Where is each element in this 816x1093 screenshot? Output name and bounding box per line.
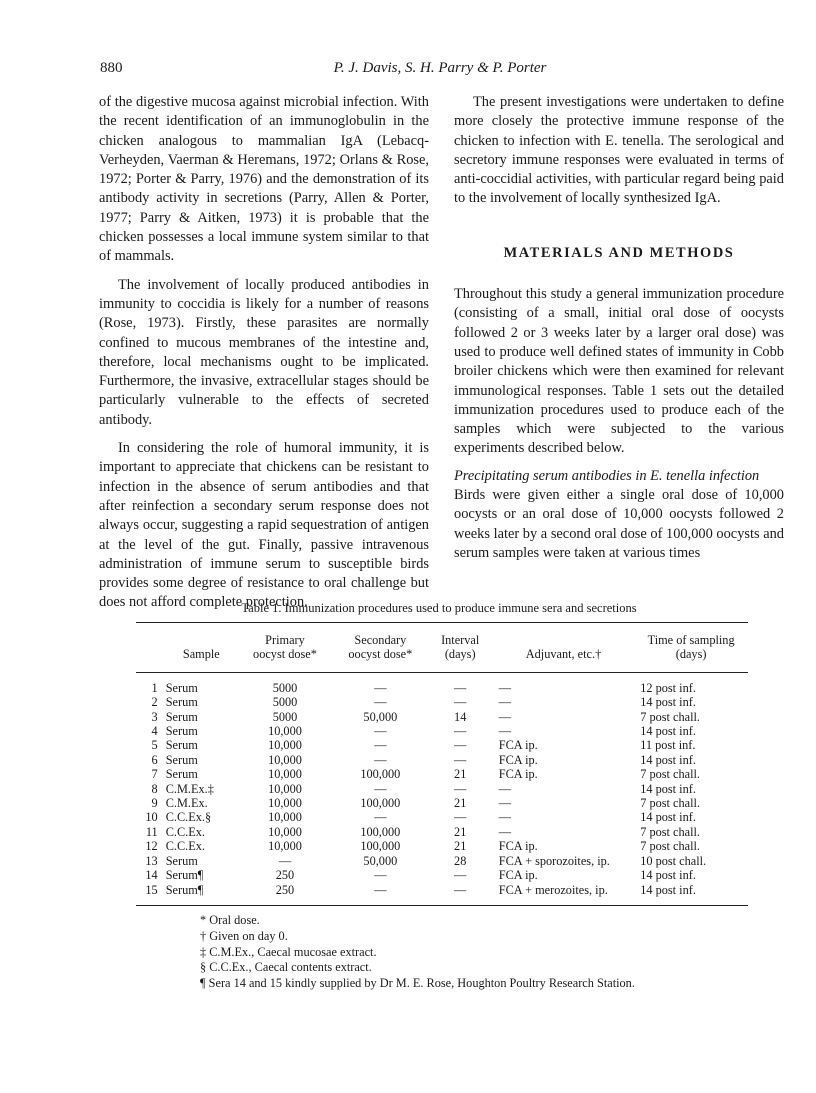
header-adjuvant: Adjuvant, etc.† — [525, 647, 602, 662]
table-row — [136, 782, 748, 796]
cell-time-of-sampling: 11 post inf. — [640, 738, 696, 753]
cell-sample: Serum¶ — [165, 882, 204, 897]
table-row — [136, 868, 748, 882]
table-row — [136, 767, 748, 781]
table-header-row — [136, 623, 748, 672]
cell-sample: Serum — [165, 695, 198, 710]
table-row — [136, 854, 748, 868]
cell-time-of-sampling: 14 post inf. — [640, 810, 696, 825]
header-sample: Sample — [182, 647, 220, 662]
row-number: 5 — [151, 738, 158, 753]
cell-time-of-sampling: 7 post chall. — [640, 796, 700, 811]
cell-sample: Serum — [165, 752, 198, 767]
cell-sample: Serum — [165, 767, 198, 782]
cell-time-of-sampling: 14 post inf. — [640, 882, 696, 897]
row-number: 4 — [151, 724, 158, 739]
cell-secondary-dose: — — [374, 882, 387, 897]
row-number: 1 — [151, 680, 158, 695]
cell-adjuvant: — — [498, 810, 512, 825]
row-number: 2 — [151, 695, 158, 710]
cell-time-of-sampling: 14 post inf. — [640, 752, 696, 767]
cell-time-of-sampling: 14 post inf. — [640, 724, 696, 739]
row-number: 13 — [145, 853, 158, 868]
cell-primary-dose: 5000 — [272, 709, 298, 724]
cell-secondary-dose: — — [374, 680, 387, 695]
row-number: 14 — [145, 868, 158, 883]
cell-adjuvant: — — [498, 709, 512, 724]
cell-primary-dose: 10,000 — [268, 781, 302, 796]
footnote: ¶ Sera 14 and 15 kindly supplied by Dr M. E. Rose, Houghton Poultry Research Station. — [200, 976, 635, 991]
paragraph-right-2: Throughout this study a general immunization procedure (consisting of a small, initial oral dose of oocysts followed 2 or 3 weeks later by a larger oral dose) was used to produce well defined states of immunity in Cobb broiler chickens which were then examined for relevant immunological responses. Table 1 sets out the detailed immunization procedures used to produce each of the samples which were subjected to the various experiments described below. — [454, 286, 784, 457]
row-number: 3 — [151, 709, 158, 724]
cell-adjuvant: FCA ip. — [498, 738, 538, 753]
cell-time-of-sampling: 7 post chall. — [640, 839, 700, 854]
cell-interval: — — [454, 724, 467, 739]
cell-adjuvant: FCA ip. — [498, 752, 538, 767]
immunization-table — [136, 623, 748, 905]
row-number: 11 — [145, 824, 158, 839]
cell-primary-dose: 10,000 — [268, 796, 302, 811]
cell-adjuvant: — — [498, 796, 512, 811]
cell-adjuvant: FCA ip. — [498, 767, 538, 782]
cell-adjuvant: — — [498, 724, 512, 739]
table-row — [136, 883, 748, 905]
cell-adjuvant: FCA ip. — [498, 839, 538, 854]
row-number: 12 — [145, 839, 158, 854]
row-number: 6 — [151, 752, 158, 767]
cell-interval: 21 — [454, 767, 467, 782]
cell-interval: — — [454, 781, 467, 796]
footnote: ‡ C.M.Ex., Caecal mucosae extract. — [200, 944, 377, 959]
table-row — [136, 810, 748, 824]
table-row — [136, 710, 748, 724]
cell-time-of-sampling: 12 post inf. — [640, 680, 696, 695]
cell-sample: C.C.Ex.§ — [165, 810, 212, 825]
cell-interval: — — [454, 752, 467, 767]
cell-interval: 28 — [454, 853, 467, 868]
table-row — [136, 825, 748, 839]
row-number: 15 — [145, 882, 158, 897]
cell-primary-dose: 10,000 — [268, 752, 302, 767]
cell-sample: Serum — [165, 738, 198, 753]
cell-time-of-sampling: 10 post chall. — [640, 853, 707, 868]
cell-primary-dose: 10,000 — [268, 738, 302, 753]
page-number: 880 — [100, 60, 123, 76]
cell-secondary-dose: 100,000 — [360, 767, 401, 782]
paragraph-left-2: The involvement of locally produced antibodies in immunity to coccidia is likely for a number of reasons (Rose, 1973). Firstly, these parasites are normally confined to mucous membranes of the intestine and, therefore, local mechanisms ought to be implicated. Furthermore, the invasive, extracellular stages should be particularly vulnerable to the effects of secreted antibody. — [99, 276, 429, 428]
cell-adjuvant: FCA + sporozoites, ip. — [498, 853, 610, 868]
footnote: * Oral dose. — [200, 913, 260, 927]
footnote: † Given on day 0. — [200, 928, 288, 943]
table-footnotes — [200, 913, 635, 992]
table-caption: Table 1. Immunization procedures used to produce immune sera and secretions — [241, 601, 637, 615]
cell-adjuvant: — — [498, 695, 512, 710]
cell-secondary-dose: — — [374, 724, 387, 739]
cell-secondary-dose: — — [374, 868, 387, 883]
cell-adjuvant: — — [498, 781, 512, 796]
cell-time-of-sampling: 7 post chall. — [640, 824, 700, 839]
cell-time-of-sampling: 7 post chall. — [640, 767, 700, 782]
section-heading: MATERIALS AND METHODS — [503, 244, 735, 261]
cell-secondary-dose: 50,000 — [363, 853, 398, 868]
paragraph-right-3: Birds were given either a single oral dose of 10,000 oocysts or an oral dose of 10,000 oocysts followed 2 weeks later by a second oral dose of 100,000 oocysts and serum samples were taken at various times — [454, 487, 784, 561]
paragraph-left-3: In considering the role of humoral immunity, it is important to appreciate that chickens can be resistant to infection in the absence of serum antibodies and that after reinfection a secondary serum response does not always occur, suggesting a rapid sequestration of antigen at the level of the gut. Finally, passive intravenous administration of immune serum to susceptible birds provides some degree of resistance to oral challenge but does not afford complete protection. — [99, 440, 429, 611]
cell-sample: Serum — [165, 709, 198, 724]
cell-primary-dose: 5000 — [272, 695, 298, 710]
paragraph-right-1: The present investigations were undertaken to define more closely the protective immune response of the chicken to infection with E. tenella. The serological and secretory immune responses were evaluated in terms of anti-coccidial activities, with particular regard being paid to the involvement of locally synthesized IgA. — [454, 94, 784, 207]
table-row — [136, 672, 748, 695]
cell-interval: 21 — [454, 824, 467, 839]
cell-sample: C.M.Ex. — [165, 796, 208, 811]
cell-secondary-dose: — — [374, 781, 387, 796]
table-row — [136, 724, 748, 738]
cell-primary-dose: 10,000 — [268, 824, 302, 839]
cell-secondary-dose: — — [374, 810, 387, 825]
cell-interval: 14 — [454, 709, 467, 724]
cell-time-of-sampling: 14 post inf. — [640, 868, 696, 883]
paragraph-left-1: of the digestive mucosa against microbial infection. With the recent identification of an immunoglobulin in the chicken analogous to mammalian IgA (Lebacq-Verheyden, Vaerman & Heremans, 1972; Orlans & Rose, 1972; Porter & Parry, 1976) and the demonstration of its antibody activity in secretions (Parry, Allen & Porter, 1977; Parry & Aitken, 1973) it is probable that the chicken possesses a local immune system similar to that of mammals. — [99, 94, 429, 265]
cell-secondary-dose: — — [374, 695, 387, 710]
cell-secondary-dose: 100,000 — [360, 839, 401, 854]
row-number: 9 — [151, 796, 158, 811]
header-time: Time of sampling (days) — [647, 633, 735, 662]
header-interval: Interval (days) — [441, 633, 480, 662]
cell-secondary-dose: 100,000 — [360, 824, 401, 839]
row-number: 7 — [151, 767, 158, 782]
cell-sample: C.C.Ex. — [165, 824, 205, 839]
row-number: 10 — [145, 810, 158, 825]
cell-adjuvant: FCA ip. — [498, 868, 538, 883]
cell-interval: — — [454, 680, 467, 695]
cell-adjuvant: FCA + merozoites, ip. — [498, 882, 608, 897]
table-row — [136, 753, 748, 767]
table-body — [136, 672, 748, 905]
cell-primary-dose: 10,000 — [268, 767, 302, 782]
cell-sample: Serum — [165, 680, 198, 695]
cell-time-of-sampling: 14 post inf. — [640, 781, 696, 796]
cell-interval: — — [454, 695, 467, 710]
table-row — [136, 796, 748, 810]
cell-sample: Serum¶ — [165, 868, 204, 883]
cell-sample: Serum — [165, 853, 198, 868]
cell-interval: — — [454, 738, 467, 753]
cell-adjuvant: — — [498, 680, 512, 695]
cell-secondary-dose: — — [374, 738, 387, 753]
cell-primary-dose: 250 — [275, 868, 295, 883]
cell-primary-dose: 250 — [275, 882, 295, 897]
header-secondary: Secondary oocyst dose* — [348, 633, 413, 662]
left-column — [99, 93, 429, 613]
table-container — [136, 622, 748, 906]
cell-sample: C.C.Ex. — [165, 839, 205, 854]
row-number: 8 — [151, 781, 158, 796]
footnote: § C.C.Ex., Caecal contents extract. — [200, 960, 372, 975]
table-row — [136, 839, 748, 853]
cell-secondary-dose: 50,000 — [363, 709, 398, 724]
cell-secondary-dose: — — [374, 752, 387, 767]
cell-primary-dose: — — [278, 853, 292, 868]
cell-interval: — — [454, 810, 467, 825]
cell-interval: — — [454, 868, 467, 883]
cell-secondary-dose: 100,000 — [360, 796, 401, 811]
right-column — [454, 93, 784, 563]
cell-primary-dose: 10,000 — [268, 839, 302, 854]
cell-time-of-sampling: 7 post chall. — [640, 709, 700, 724]
running-head: P. J. Davis, S. H. Parry & P. Porter — [333, 60, 547, 76]
table-row — [136, 738, 748, 752]
cell-sample: Serum — [165, 724, 198, 739]
cell-primary-dose: 5000 — [272, 680, 298, 695]
table-row — [136, 695, 748, 709]
table-bottom-rule — [136, 905, 748, 906]
cell-time-of-sampling: 14 post inf. — [640, 695, 696, 710]
page-header — [100, 60, 780, 80]
cell-interval: — — [454, 882, 467, 897]
cell-interval: 21 — [454, 839, 467, 854]
cell-primary-dose: 10,000 — [268, 724, 302, 739]
cell-primary-dose: 10,000 — [268, 810, 302, 825]
header-primary: Primary oocyst dose* — [253, 633, 317, 662]
cell-interval: 21 — [454, 796, 467, 811]
subheading: Precipitating serum antibodies in E. tenella infection — [454, 467, 760, 484]
cell-sample: C.M.Ex.‡ — [165, 781, 214, 796]
cell-adjuvant: — — [498, 824, 512, 839]
